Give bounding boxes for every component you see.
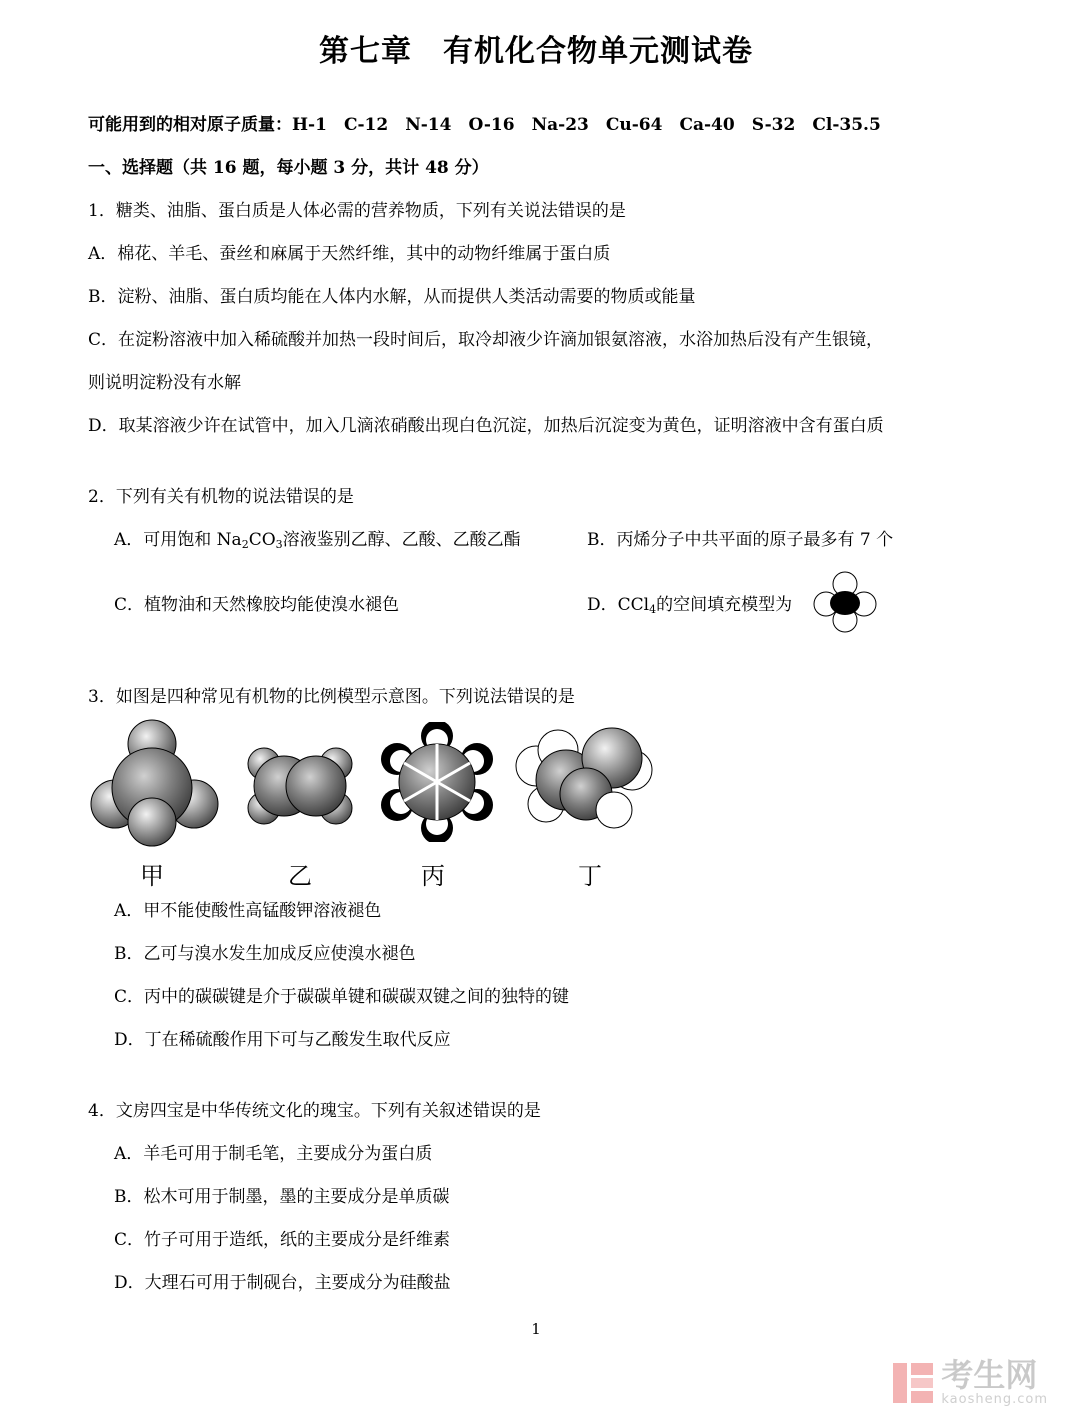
q4-option-d: D．大理石可用于制砚台，主要成分为硅酸盐 <box>114 1273 451 1293</box>
q1-option-c-continued: 则说明淀粉没有水解 <box>88 373 241 393</box>
methane-model-icon <box>88 718 223 853</box>
q2-option-d: D．CCl$_4$的空间填充模型为 <box>587 595 793 616</box>
q2-stem: 2．下列有关有机物的说法错误的是 <box>88 487 354 507</box>
watermark-name: 考生网 <box>941 1356 1038 1394</box>
watermark-url: kaosheng.com <box>941 1392 1048 1407</box>
watermark <box>891 1358 1048 1407</box>
q1-option-d: D．取某溶液少许在试管中，加入几滴浓硝酸出现白色沉淀，加热后沉淀变为黄色，证明溶液中含有蛋白质 <box>88 416 884 436</box>
q4-option-c: C．竹子可用于造纸，纸的主要成分是纤维素 <box>114 1230 451 1250</box>
q3-option-c: C．丙中的碳碳键是介于碳碳单键和碳碳双键之间的独特的键 <box>114 987 570 1007</box>
q1-option-b: B．淀粉、油脂、蛋白质均能在人体内水解，从而提供人类活动需要的物质或能量 <box>88 287 696 307</box>
kaosheng-logo-icon <box>891 1361 935 1405</box>
q4-stem: 4．文房四宝是中华传统文化的瑰宝。下列有关叙述错误的是 <box>88 1101 541 1121</box>
q4-option-b: B．松木可用于制墨，墨的主要成分是单质碳 <box>114 1187 450 1207</box>
model-label-bing: 丙 <box>421 862 445 890</box>
model-label-ding: 丁 <box>578 862 602 890</box>
q2-option-c: C．植物油和天然橡胶均能使溴水褪色 <box>114 595 400 615</box>
q2-option-b: B．丙烯分子中共平面的原子最多有 7 个 <box>587 530 894 550</box>
model-label-jia: 甲 <box>140 862 164 890</box>
q3-option-d: D．丁在稀硫酸作用下可与乙酸发生取代反应 <box>114 1030 451 1050</box>
q3-stem: 3．如图是四种常见有机物的比例模型示意图。下列说法错误的是 <box>88 687 575 707</box>
q4-option-a: A．羊毛可用于制毛笔，主要成分为蛋白质 <box>114 1144 433 1164</box>
model-label-yi: 乙 <box>288 862 312 890</box>
ccl4-space-filling-model-icon <box>812 570 878 634</box>
q3-option-b: B．乙可与溴水发生加成反应使溴水褪色 <box>114 944 416 964</box>
ethanol-model-icon <box>510 724 658 834</box>
atomic-masses: 可能用到的相对原子质量：H-1 C-12 N-14 O-16 Na-23 Cu-64 Ca-40 S-32 Cl-35.5 <box>88 115 881 135</box>
ethylene-model-icon <box>244 742 356 830</box>
q1-option-c: C．在淀粉溶液中加入稀硫酸并加热一段时间后，取冷却液少许滴加银氨溶液，水浴加热后没有产生银镜， <box>88 330 884 350</box>
page-number: 1 <box>531 1320 541 1338</box>
q1-option-a: A．棉花、羊毛、蚕丝和麻属于天然纤维，其中的动物纤维属于蛋白质 <box>88 244 611 264</box>
page-title: 第七章 有机化合物单元测试卷 <box>319 34 753 69</box>
section-heading: 一、选择题（共 16 题，每小题 3 分，共计 48 分） <box>88 158 489 178</box>
q1-stem: 1．糖类、油脂、蛋白质是人体必需的营养物质，下列有关说法错误的是 <box>88 201 626 221</box>
q3-option-a: A．甲不能使酸性高锰酸钾溶液褪色 <box>114 901 382 921</box>
benzene-model-icon <box>377 722 497 842</box>
q2-option-a: A．可用饱和 $Na_2CO_3$溶液鉴别乙醇、乙酸、乙酸乙酯 <box>114 530 521 551</box>
